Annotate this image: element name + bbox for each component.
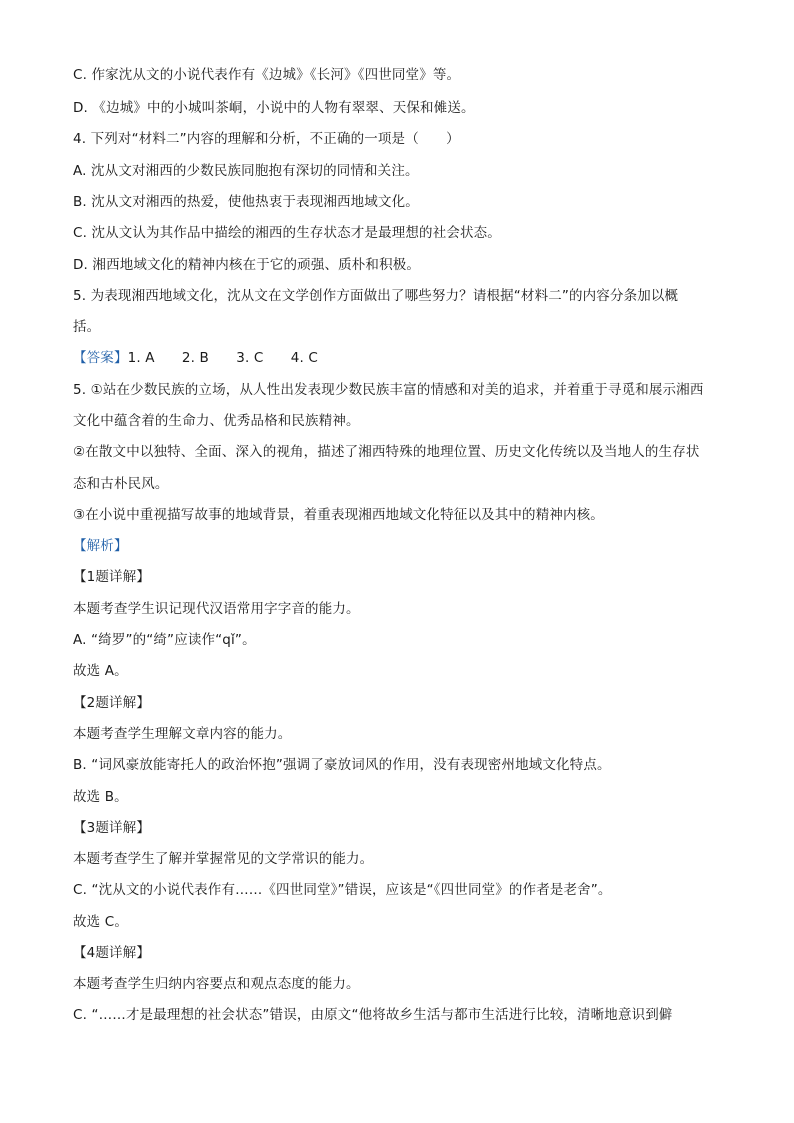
detail-4-line-2: C. “……才是最理想的社会状态”错误，由原文“他将故乡生活与都市生活进行比较，清晰地意识到僻 [73,1007,673,1023]
detail-2-line-1: 本题考查学生理解文章内容的能力。 [73,726,292,742]
detail-1-heading: 【1题详解】 [73,569,150,585]
q4-option-d: D. 湘西地域文化的精神内核在于它的顽强、质朴和积极。 [73,257,421,273]
detail-1-line-2: A. “绮罗”的“绮”应读作“qǐ”。 [73,632,256,648]
q4-option-c: C. 沈从文认为其作品中描绘的湘西的生存状态才是最理想的社会状态。 [73,225,501,241]
detail-3-line-3: 故选 C。 [73,914,128,930]
question-5-line-1: 5. 为表现湘西地域文化，沈从文在文学创作方面做出了哪些努力？请根据“材料二”的内容分条加以概 [73,288,679,304]
answer-5-line-2: 文化中蕴含着的生命力、优秀品格和民族精神。 [73,413,360,429]
analysis-label: 【解析】 [73,538,128,554]
question-4-line: 4. 下列对“材料二”内容的理解和分析，不正确的一项是（ ） [73,131,460,147]
answer-line [73,348,723,368]
option-d-line: D. 《边城》中的小城叫茶峒，小说中的人物有翠翠、天保和傩送。 [73,100,475,116]
detail-1-line-1: 本题考查学生识记现代汉语常用字字音的能力。 [73,601,360,617]
answer-5-line-5: ③在小说中重视描写故事的地域背景，着重表现湘西地域文化特征以及其中的精神内核。 [73,507,604,523]
q4-option-b: B. 沈从文对湘西的热爱，使他热衷于表现湘西地域文化。 [73,194,419,210]
option-c-line: C. 作家沈从文的小说代表作有《边城》《长河》《四世同堂》等。 [73,67,461,83]
answer-5-line-4: 态和古朴民风。 [73,476,169,492]
answer-5-line-3: ②在散文中以独特、全面、深入的视角，描述了湘西特殊的地理位置、历史文化传统以及当地人的生存状 [73,444,700,460]
detail-4-line-1: 本题考查学生归纳内容要点和观点态度的能力。 [73,976,360,992]
detail-2-line-2: B. “词风豪放能寄托人的政治怀抱”强调了豪放词风的作用，没有表现密州地域文化特点。 [73,757,611,773]
detail-1-line-3: 故选 A。 [73,663,128,679]
detail-3-line-1: 本题考查学生了解并掌握常见的文学常识的能力。 [73,851,374,867]
detail-3-line-2: C. “沈从文的小说代表作有……《四世同堂》”错误，应该是“《四世同堂》的作者是老舍”。 [73,882,612,898]
answer-text: 1. A 2. B 3. C 4. C [127,350,318,366]
answer-5-line-1: 5. ①站在少数民族的立场，从人性出发表现少数民族丰富的情感和对美的追求，并着重于寻觅和展示湘西 [73,382,704,398]
answer-label: 【答案】 [73,350,128,366]
q4-option-a: A. 沈从文对湘西的少数民族同胞抱有深切的同情和关注。 [73,163,419,179]
detail-2-line-3: 故选 B。 [73,789,128,805]
detail-2-heading: 【2题详解】 [73,695,150,711]
detail-4-heading: 【4题详解】 [73,945,150,961]
detail-3-heading: 【3题详解】 [73,820,150,836]
question-5-line-2: 括。 [73,319,101,335]
